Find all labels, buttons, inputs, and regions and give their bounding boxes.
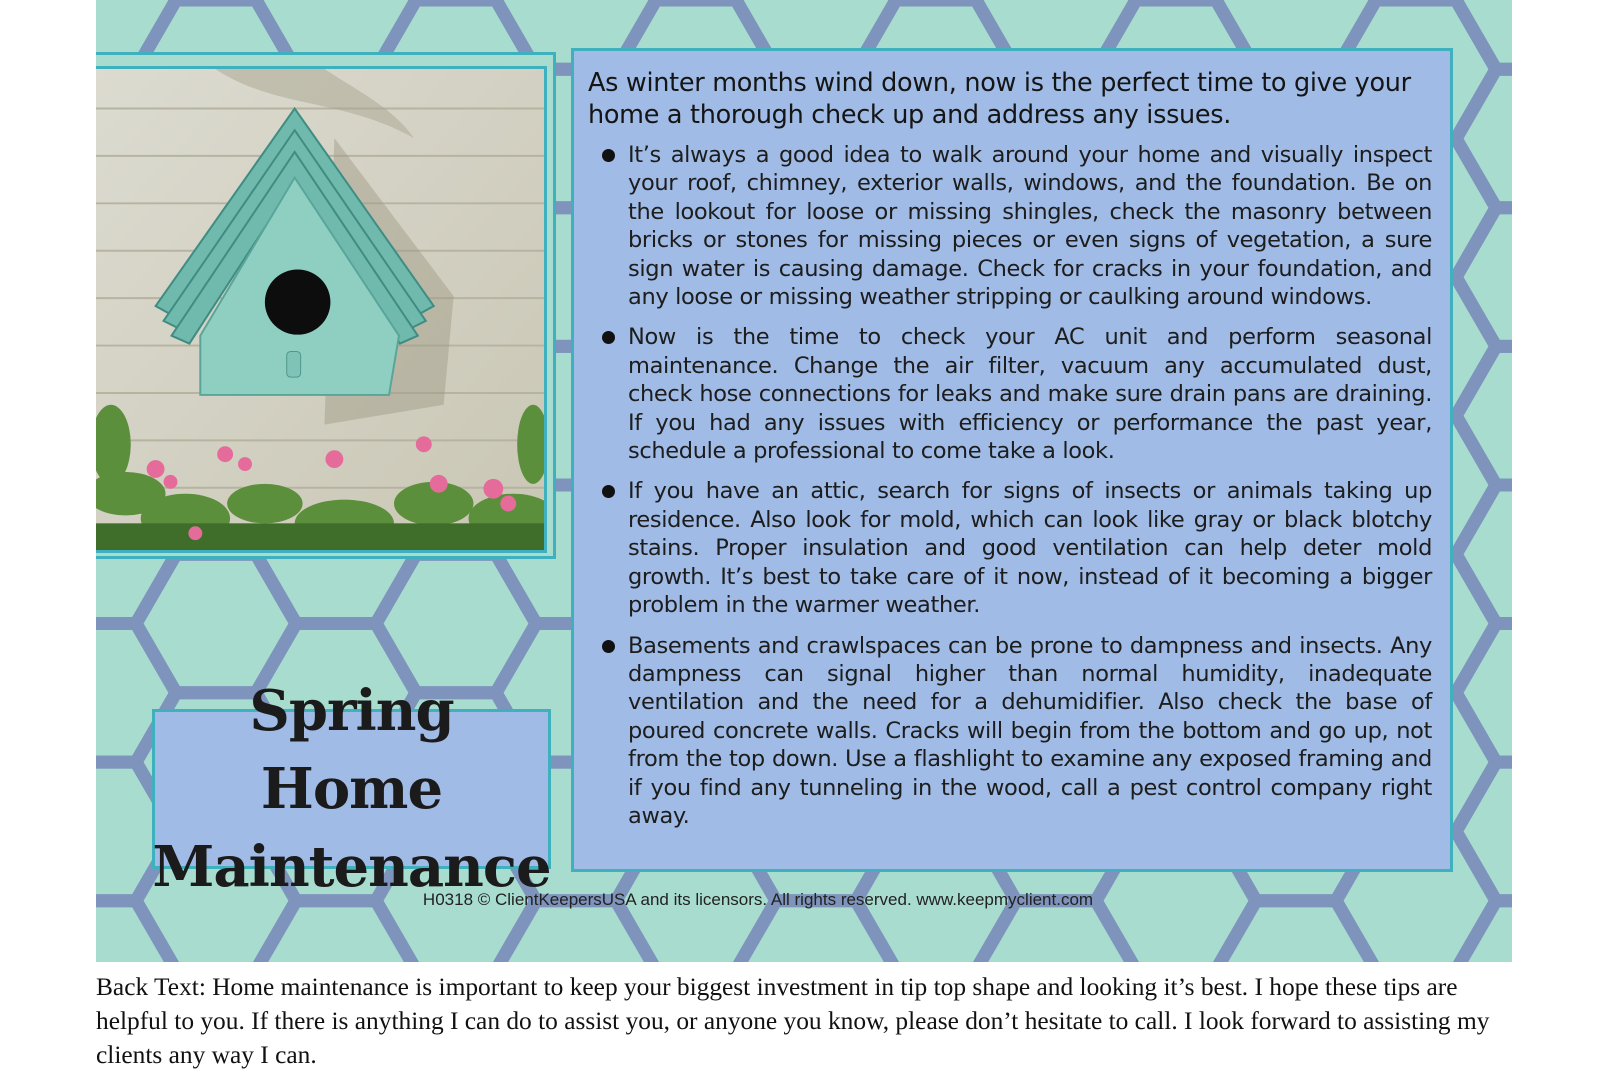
postcard-front [96,0,1512,962]
list-item [588,477,1432,619]
title-line-2: Maintenance [152,834,551,900]
bullet-icon [602,640,615,653]
photo-frame [96,52,556,559]
title-line-1: Spring Home [249,678,454,822]
tip-text: If you have an attic, search for signs of insects or animals taking up residence. Also look for mold, which can look like gray or black blotchy stains. Proper insulation and good ventilation can help deter mold growth. It’s best to take care of it now, instead of it becoming a bigger problem in the warmer weather. [628,478,1432,619]
title-panel [152,678,551,900]
bullet-icon [602,485,615,498]
back-text-paragraph: Back Text: Home maintenance is important to keep your biggest investment in tip top shape and looking it’s best. I hope these tips are helpful to you. If there is anything I can do to assist you, or anyone you know, please don’t hesitate to call. I look forward to assisting my clients any way I can. [96,973,1490,1069]
tips-list [588,141,1432,830]
birdhouse-photo [96,66,547,553]
bullet-icon [602,149,615,162]
copyright-notice: H0318 © ClientKeepersUSA and its licensors. All rights reserved. www.keepmyclient.com [422,890,1094,909]
honeycomb-cell [1456,346,1512,485]
honeycomb-cell [1456,485,1512,624]
page-title [152,672,550,906]
list-item [588,323,1432,465]
list-item [588,141,1432,311]
bullet-icon [602,331,615,344]
honeycomb-cell [1456,901,1512,962]
honeycomb-cell [1456,69,1512,208]
honeycomb-cell [1456,0,1512,69]
honeycomb-cell [1456,208,1512,347]
tip-text: It’s always a good idea to walk around your home and visually inspect your roof, chimney, exterior walls, windows, and the foundation. Be on the lookout for loose or missing shingles, check the masonry between bricks or stones for missing pieces or even signs of vegetation, a sure sign water is causing damage. Check for cracks in your foundation, and any loose or missing weather stripping or caulking around windows. [628,142,1432,311]
tip-text: Basements and crawlspaces can be prone to dampness and insects. Any dampness can signal higher than normal humidity, inadequate ventilation and the need for a dehumidifier. Also check the base of poured concrete walls. Cracks will begin from the bottom and go up, not from the top down. Use a flashlight to examine any exposed framing and if you find any tunneling in the wood, call a pest control company right away. [628,632,1432,829]
intro-paragraph: As winter months wind down, now is the perfect time to give your home a thorough check up and address any issues. [588,68,1411,130]
honeycomb-cell [1456,762,1512,901]
tip-text: Now is the time to check your AC unit and perform seasonal maintenance. Change the air filter, vacuum any accumulated dust, check hose connections for leaks and make sure drain pans are draining. If you had any issues with efficiency or performance the past year, schedule a professional to come take a look. [628,324,1432,465]
honeycomb-cell [1456,624,1512,763]
list-item [588,632,1432,831]
tips-panel [571,48,1453,872]
